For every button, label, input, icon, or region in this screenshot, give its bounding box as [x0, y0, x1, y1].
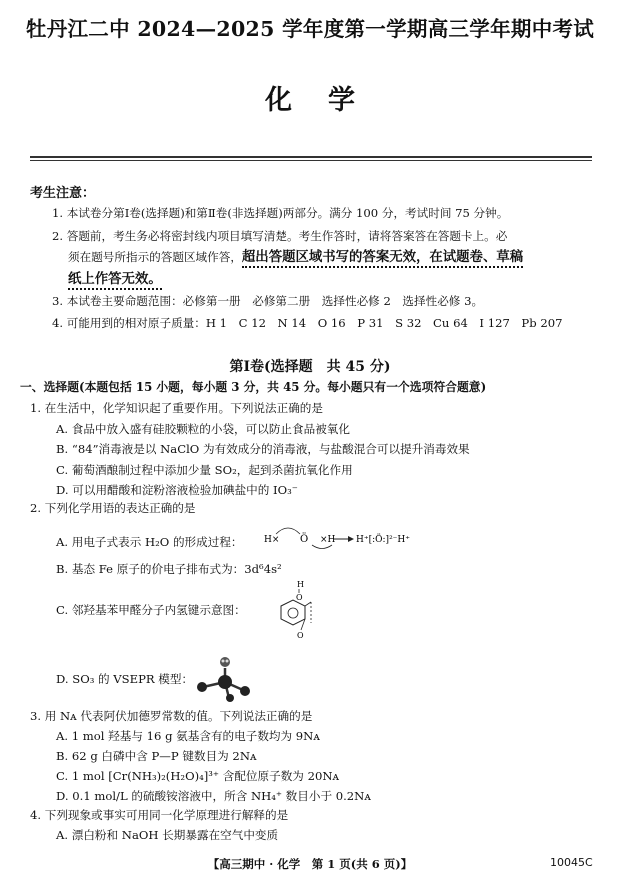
formula-right: ×H [320, 535, 336, 545]
lone-pair-icon [220, 657, 230, 667]
notice-heading: 考生注意： [30, 186, 96, 201]
atom-label-o: O [297, 631, 304, 640]
q2-option-a: A. 用电子式表示 H₂O 的形成过程： [56, 535, 243, 549]
arrow-head-icon [348, 536, 354, 542]
notice-item-1: 1. 本试卷分第Ⅰ卷(选择题)和第Ⅱ卷(非选择题)两部分。满分 100 分，考试时间 75 分钟。 [52, 206, 509, 220]
oxygen-atom-icon [240, 686, 250, 696]
q3-option-c: C. 1 mol [Cr(NH₃)₂(H₂O)₄]³⁺ 含配位原子数为 20Nᴀ [56, 769, 340, 783]
q3-stem: 3. 用 Nᴀ 代表阿伏加德罗常数的值。下列说法正确的是 [30, 709, 313, 723]
q3-option-b: B. 62 g 白磷中含 P—P 键数目为 2Nᴀ [56, 749, 257, 763]
warning-text: 纸上作答无效。 [68, 271, 162, 290]
q4-stem: 4. 下列现象或事实可用同一化学原理进行解释的是 [30, 808, 289, 822]
q2-option-d: D. SO₃ 的 VSEPR 模型： [56, 672, 194, 686]
benzene-ring-icon [281, 600, 305, 625]
notice-item-2-cont [68, 251, 523, 264]
highlight-icon [222, 660, 225, 663]
divider [30, 156, 592, 158]
warning-text: 超出答题区域书写的答案无效，在试题卷、草稿 [242, 249, 523, 268]
aromatic-circle-icon [288, 608, 298, 618]
q1-option-b: B. “84”消毒液是以 NaClO 为有效成分的消毒液，与盐酸混合可以提升消毒效果 [56, 442, 470, 456]
paper-code: 10045C [550, 856, 593, 869]
curved-arrow-icon [276, 528, 300, 534]
highlight-icon [226, 660, 229, 663]
atom-label-h: H [297, 580, 304, 589]
exam-title: 牡丹江二中 2024—2025 学年度第一学期高三学年期中考试 [25, 17, 595, 41]
q1-stem: 1. 在生活中，化学知识起了重要作用。下列说法正确的是 [30, 401, 323, 415]
atom-label-o: O [296, 593, 303, 602]
oxygen-atom-icon [197, 682, 207, 692]
so3-vsepr-model [193, 652, 257, 702]
formula-product: H⁺[:Ö:]²⁻H⁺ [356, 535, 411, 545]
bond-icon [305, 602, 311, 606]
section-title: 第Ⅰ卷(选择题 共 45 分) [229, 359, 391, 375]
divider [30, 160, 592, 161]
formula-left: H× [264, 535, 280, 545]
q2-stem: 2. 下列化学用语的表达正确的是 [30, 501, 196, 515]
notice-item-4: 4. 可能用到的相对原子质量：H 1 C 12 N 14 O 16 P 31 S 32 Cu 64 I 127 Pb 207 [52, 316, 563, 330]
q1-option-d: D. 可以用醋酸和淀粉溶液检验加碘盐中的 IO₃⁻ [56, 483, 298, 497]
h2o-formation-diagram [262, 522, 412, 552]
q3-option-d: D. 0.1 mol/L 的硫酸铵溶液中，所含 NH₄⁺ 数目小于 0.2Nᴀ [56, 789, 371, 803]
q1-option-c: C. 葡萄酒酿制过程中添加少量 SO₂，起到杀菌抗氧化作用 [56, 463, 353, 477]
notice-text: 须在题号所指示的答题区域作答， [68, 250, 242, 264]
notice-item-2: 2. 答题前，考生务必将密封线内项目填写清楚。考生作答时，请将答案答在答题卡上。必 [52, 229, 508, 243]
oxygen-atom-icon [226, 694, 234, 702]
page-footer: 【高三期中 · 化学 第 1 页(共 6 页)】 [207, 857, 413, 871]
q4-option-a: A. 漂白粉和 NaOH 长期暴露在空气中变质 [56, 828, 279, 842]
subject-title: 化学 [265, 85, 391, 116]
sulfur-atom-icon [218, 675, 232, 689]
notice-item-3: 3. 本试卷主要命题范围：必修第一册 必修第二册 选择性必修 2 选择性必修 3。 [52, 294, 484, 308]
q1-option-a: A. 食品中放入盛有硅胶颗粒的小袋，可以防止食品被氧化 [56, 422, 350, 436]
hydrogen-bond-diagram [265, 578, 325, 640]
part-heading: 一、选择题(本题包括 15 小题，每小题 3 分，共 45 分。每小题只有一个选项符合题意) [20, 380, 487, 394]
formula-mid: Ö [300, 534, 309, 545]
notice-item-2-end [68, 273, 162, 286]
q2-option-c: C. 邻羟基苯甲醛分子内氢键示意图： [56, 603, 246, 617]
q3-option-a: A. 1 mol 羟基与 16 g 氨基含有的电子数均为 9Nᴀ [56, 729, 320, 743]
curved-arrow-icon [312, 545, 332, 549]
q2-option-b: B. 基态 Fe 原子的价电子排布式为：3d⁶4s² [56, 562, 282, 576]
